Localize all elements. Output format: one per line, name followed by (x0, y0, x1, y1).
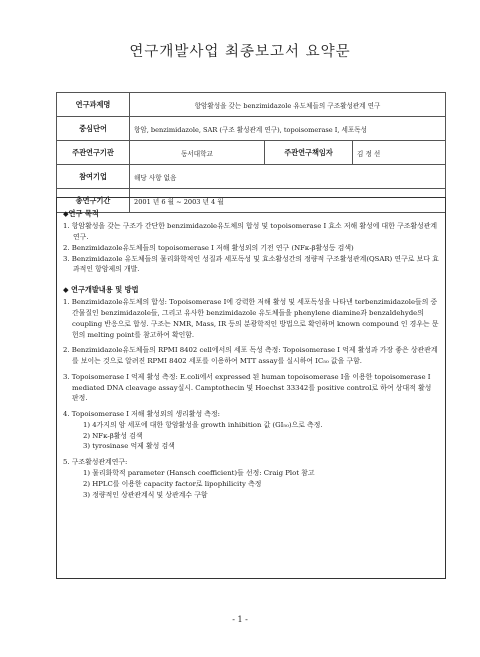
objectives-heading: ◆연구 목적 (63, 209, 99, 218)
list-item: 1) 4가지의 암 세포에 대한 항암활성을 growth inhibition 값 (GI₅₀)으로 측정. (83, 420, 323, 429)
project-info-table (56, 92, 446, 213)
method-cytotoxicity: 2. Benzimidazole유도체들의 RPMI 8402 cell에서의 세포 독성 측정: Topoisomerase I 억제 활성과 가장 좋은 상관관계를 보이는 것으로 알려진 RPMI 8402 세포를 이용하여 MTT assay를 실시하여 IC₅₀ 값을 구함. (63, 346, 438, 366)
objective-item: 2. Benzimidazole유도체들의 topoisomerase I 저해 활성외의 기전 연구 (NFκ-β활성등 검색) (63, 243, 354, 252)
objective-item: 1. 항암활성을 갖는 구조가 간단한 benzimidazole유도체의 합성 및 topoisomerase I 효소 저해 활성에 대한 구조활성관계 연구. (63, 222, 438, 241)
lead-institution-label: 주관연구기관 (57, 141, 130, 165)
methods-heading: ◆ 연구개발내용 및 방법 (63, 285, 139, 295)
total-period-value: 2001 년 6 월 ~ 2003 년 4 월 (130, 189, 446, 213)
method-sar-heading: 5. 구조활성관계연구: (63, 458, 128, 467)
lead-researcher-value: 김 정 선 (353, 141, 446, 165)
summary-body (56, 197, 446, 579)
total-period-label: 총연구기간 (57, 189, 130, 213)
project-title-label: 연구과제명 (57, 93, 130, 117)
list-item: 2) HPLC를 이용한 capacity factor로 lipophilicity 측정 (83, 479, 262, 488)
participating-company-value: 해당 사항 없음 (130, 165, 446, 189)
list-item: 2) NFκ-β활성 검색 (83, 431, 143, 440)
lead-researcher-label: 주관연구책임자 (265, 141, 353, 165)
document-title: 연구개발사업 최종보고서 요약문 (129, 44, 351, 60)
method-topo-assay: 3. Topoisomerase I 억제 활성 측정: E.coli에서 expressed 된 human topoisomerase I을 이용한 topoisomerase I mediated DNA cleavage assay실시. Camptothecin 및 Hoechst 33342를 positive control로 하여 상대적 활성 판정. (63, 372, 432, 403)
table-row (57, 93, 446, 117)
keywords-label: 중심단어 (57, 117, 130, 141)
method-bioactivity-heading: 4. Topoisomerase I 저해 활성외의 생리활성 측정: (63, 410, 220, 419)
page-number: - 1 - (232, 615, 248, 624)
table-row (57, 141, 446, 165)
participating-company-label: 참여기업 (57, 165, 130, 189)
list-item: 3) 정량적인 상관관계식 및 상관계수 구함 (83, 490, 208, 499)
method-synthesis: 1. Benzimidazole유도체의 합성: Topoisomerase I에 강력한 저해 활성 및 세포독성을 나타낸 terbenzimidazole들의 중간물질인 benzimidazole들, 그리고 유사한 benzimidazole 유도체들을 phenylene diamine과 benzaldehyde의 coupling 반응으로 합성. 구조는 NMR, Mass, IR 등의 분광학적인 방법으로 확인하며 known compound 인 경우는 문헌의 melting point를 참고하여 확인함. (63, 298, 439, 339)
keywords-value: 항암, benzimidazole, SAR (구조 활성관계 연구), topoisomerase I, 세포독성 (130, 117, 446, 141)
project-title-value: 항암활성을 갖는 benzimidazole 유도체들의 구조활성관계 연구 (130, 93, 446, 117)
list-item: 3) tyrosinase 억제 활성 검색 (83, 442, 175, 451)
list-item: 1) 물리화학적 parameter (Hansch coefficient)들 선정: Craig Plot 참고 (83, 469, 315, 478)
table-row (57, 165, 446, 189)
objective-item: 3. Benzimidazole 유도체들의 물리화학적인 성질과 세포독성 및 효소활성간의 정량적 구조활성관계(QSAR) 연구로 보다 효과적인 항암제의 개발. (63, 254, 439, 274)
table-row (57, 117, 446, 141)
lead-institution-value: 동서대학교 (130, 141, 265, 165)
